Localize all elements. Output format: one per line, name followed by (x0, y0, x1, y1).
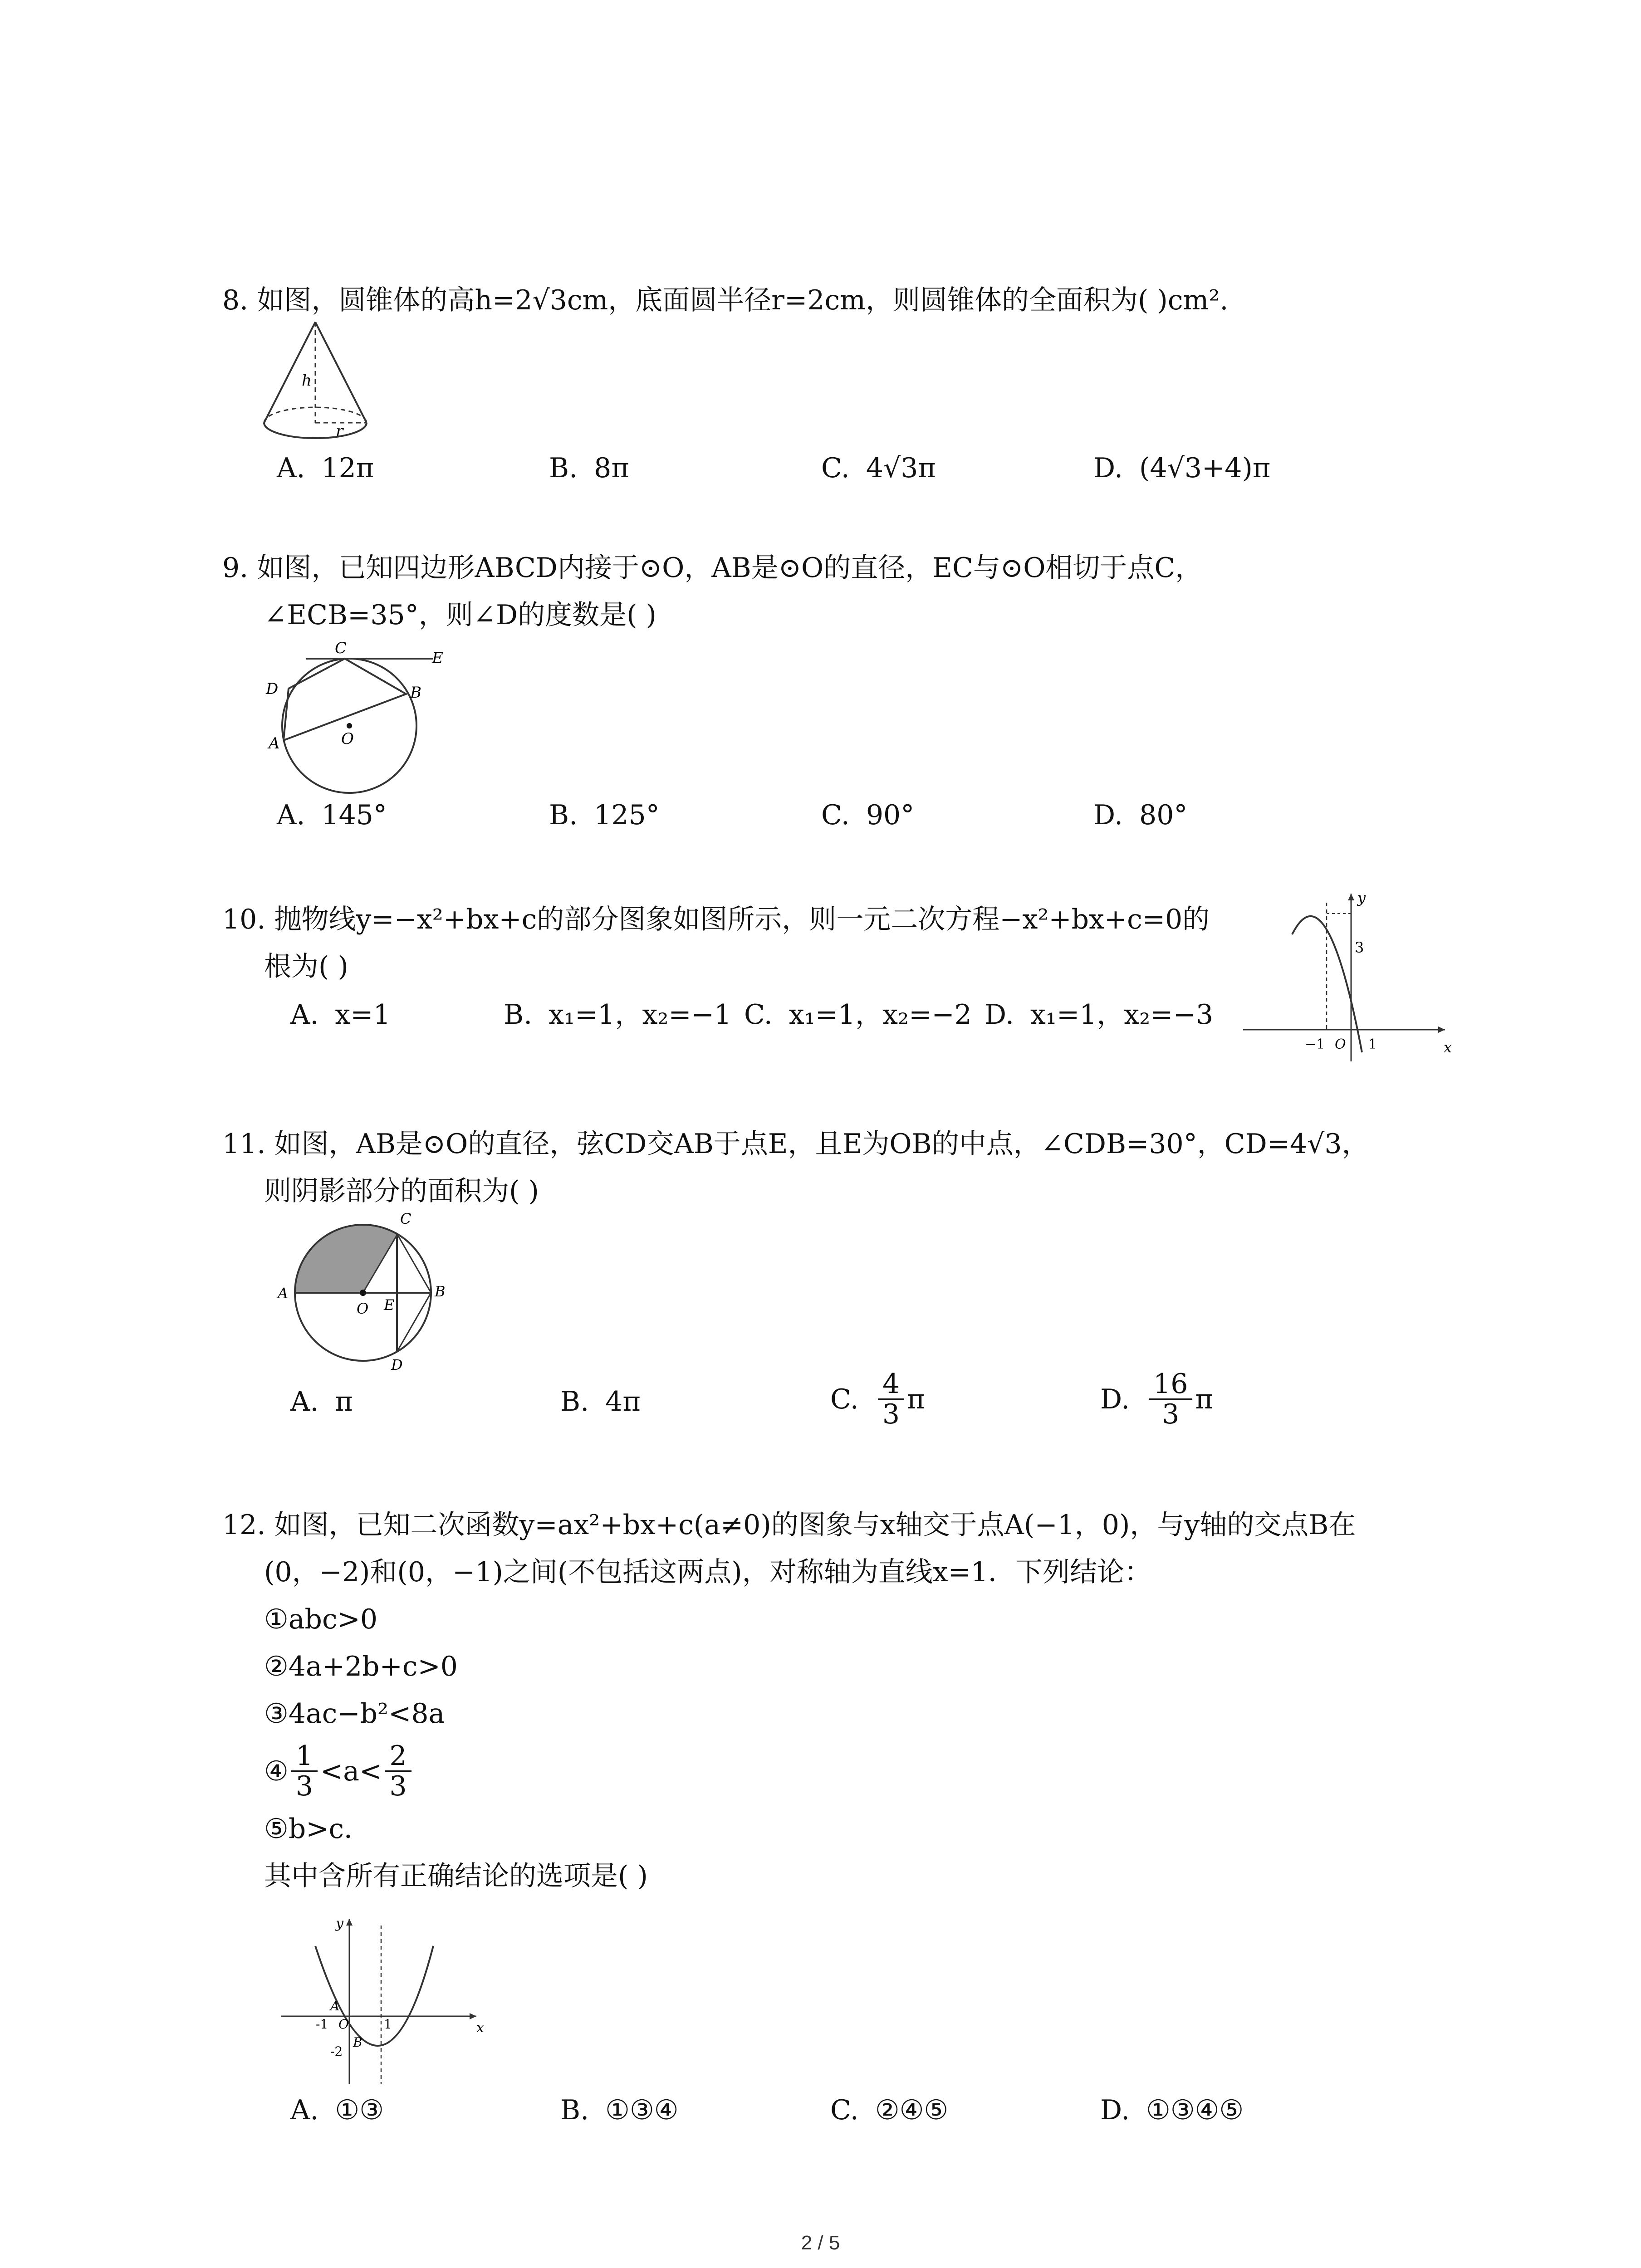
option-c[interactable]: C. 4√3π (821, 452, 936, 484)
question-11 (222, 1120, 1447, 1215)
question-11-stem-line1: 11. 如图，AB是⊙O的直径，弦CD交AB于点E，且E为OB的中点，∠CDB=30°，CD=4√3， (222, 1128, 1369, 1160)
parabola-figure-q12 (277, 1910, 490, 2091)
option-a[interactable]: A. 145° (277, 799, 387, 831)
conclusion-3: ③4ac−b²<8a (264, 1698, 445, 1730)
question-12-options (290, 2087, 1402, 2136)
question-9-stem-line1: 9. 如图，已知四边形ABCD内接于⊙O，AB是⊙O的直径，EC与⊙O相切于点C， (222, 552, 1203, 584)
point-label-a: A (278, 1285, 289, 1302)
option-d[interactable]: D. 80° (1093, 799, 1188, 831)
option-d[interactable]: D. ①③④⑤ (1100, 2094, 1244, 2126)
option-b[interactable]: B. 4π (560, 1386, 641, 1418)
point-label-d: D (266, 680, 279, 698)
point-label-b: B (410, 684, 421, 702)
conclusion-5: ⑤b>c． (264, 1813, 372, 1845)
option-b[interactable]: B. x₁=1，x₂=−1 (504, 999, 732, 1031)
tick-label-minus-two: -2 (330, 2044, 343, 2059)
point-label-o: O (341, 730, 354, 748)
option-a[interactable]: A. x=1 (290, 999, 391, 1031)
tick-label-minus-one: −1 (1305, 1036, 1325, 1052)
origin-label: O (338, 2017, 349, 2032)
axis-label-y: y (1357, 889, 1366, 906)
tick-label-1: 1 (1368, 1036, 1377, 1052)
question-12-stem-line1: 12. 如图，已知二次函数y=ax²+bx+c(a≠0)的图象与x轴交于点A(−1，0)，与y轴的交点B在 (222, 1509, 1356, 1541)
option-d[interactable]: D. x₁=1，x₂=−3 (985, 999, 1213, 1031)
axis-label-y: y (336, 1916, 343, 1931)
option-a[interactable]: A. π (290, 1386, 353, 1418)
tick-label-1: 1 (384, 2017, 392, 2032)
conclusion-4: ④ $\frac{1}{3}$ <a< $\frac{2}{3}$ (222, 1737, 1447, 1805)
conclusion-1: ①abc>0 (264, 1603, 378, 1635)
question-10-stem-line2: 根为( ) (264, 951, 348, 982)
question-8-stem: 8. 如图，圆锥体的高h=2√3cm，底面圆半径r=2cm，则圆锥体的全面积为( )cm². (222, 284, 1229, 316)
circle-figure-q11 (272, 1202, 467, 1383)
point-label-b: B (435, 1283, 446, 1300)
point-label-a: A (269, 734, 280, 753)
point-label-o: O (357, 1300, 369, 1317)
option-c[interactable]: C. $\frac{4}{3}$ π (830, 1368, 925, 1430)
page-number: 2 / 5 (801, 2232, 840, 2254)
conclusion-2: ②4a+2b+c>0 (264, 1651, 458, 1682)
origin-label: O (1335, 1036, 1346, 1052)
option-d[interactable]: D. $\frac{16}{3}$ π (1100, 1368, 1213, 1430)
question-12-stem-line2: (0，−2)和(0，−1)之间(不包括这两点)，对称轴为直线x=1．下列结论： (264, 1556, 1151, 1588)
tick-label-3: 3 (1355, 939, 1364, 956)
question-9 (222, 544, 1447, 639)
cone-figure (259, 318, 372, 445)
option-b[interactable]: B. ①③④ (560, 2094, 679, 2126)
option-a[interactable]: A. 12π (277, 452, 374, 484)
option-b[interactable]: B. 8π (549, 452, 629, 484)
option-a[interactable]: A. ①③ (290, 2094, 384, 2126)
option-c[interactable]: C. x₁=1，x₂=−2 (744, 999, 972, 1031)
cone-label-h: h (302, 371, 312, 390)
point-label-e: E (384, 1296, 395, 1314)
axis-label-x: x (1444, 1039, 1452, 1056)
point-label-d: D (391, 1356, 403, 1374)
point-label-b: B (353, 2035, 362, 2050)
point-label-c: C (335, 639, 347, 657)
question-11-stem-line2: 则阴影部分的面积为( ) (264, 1175, 539, 1207)
tick-label-minus-one: -1 (316, 2017, 328, 2032)
question-10-stem-line1: 10. 抛物线y=−x²+bx+c的部分图象如图所示，则一元二次方程−x²+bx+c=0的 (222, 904, 1210, 935)
question-10-options (290, 991, 1220, 1041)
point-label-a: A (330, 1999, 340, 2014)
cone-label-r: r (336, 422, 343, 440)
parabola-figure-q10 (1239, 885, 1452, 1066)
circle-figure-q9 (259, 635, 449, 803)
question-9-options (277, 792, 1411, 841)
axis-label-x: x (476, 2020, 484, 2036)
question-9-stem-line2: ∠ECB=35°，则∠D的度数是( ) (264, 599, 656, 631)
point-label-c: C (400, 1210, 411, 1227)
question-11-options (290, 1370, 1402, 1456)
option-c[interactable]: C. ②④⑤ (830, 2094, 949, 2126)
option-d[interactable]: D. (4√3+4)π (1093, 452, 1271, 484)
question-8-options (277, 445, 1411, 494)
question-12 (222, 1501, 1447, 1900)
point-label-e: E (432, 649, 443, 667)
option-b[interactable]: B. 125° (549, 799, 660, 831)
question-8 (222, 277, 1447, 324)
question-12-ask: 其中含所有正确结论的选项是( ) (264, 1860, 648, 1892)
option-c[interactable]: C. 90° (821, 799, 915, 831)
